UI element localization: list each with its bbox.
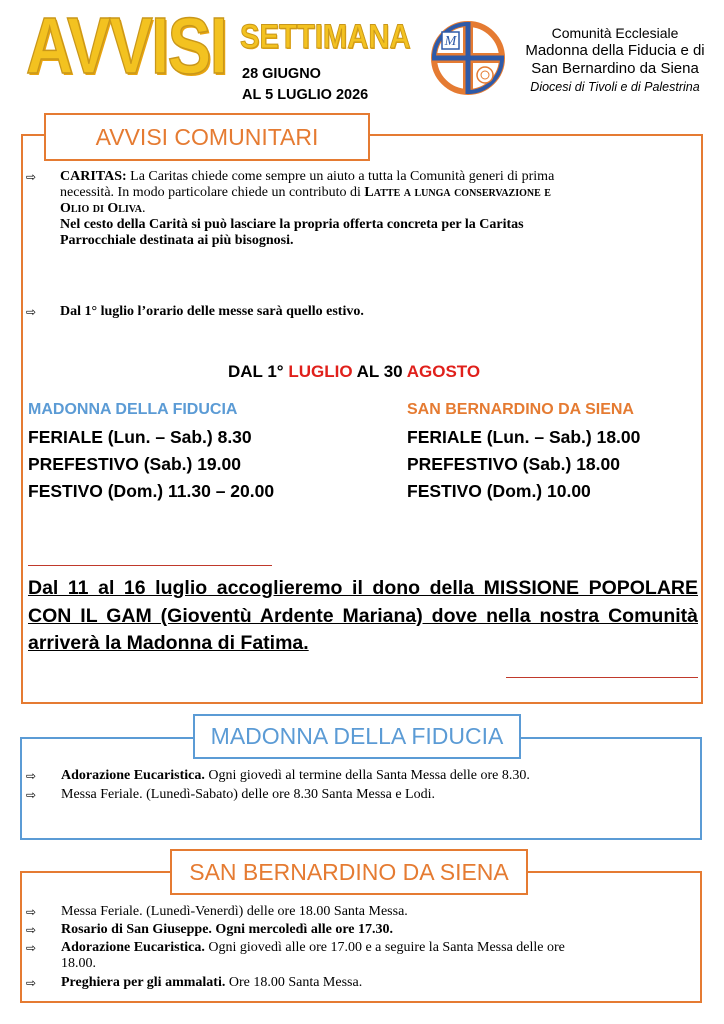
caritas-line-2: [60, 185, 700, 201]
right-schedule-title: SAN BERNARDINO DA SIENA: [407, 401, 634, 418]
org-name: [514, 24, 716, 96]
right-prefestivo: PREFESTIVO (Sab.) 18.00: [407, 454, 620, 474]
bernardino-item-2: Rosario di San Giuseppe. Ogni mercoledì alle ore 17.30.: [61, 922, 393, 937]
period-a: DAL 1°: [228, 362, 289, 381]
org-line-4: Diocesi di Tivoli e di Palestrina: [530, 80, 700, 94]
fiducia-item-1-text: Ogni giovedì al termine della Santa Messa delle ore 8.30.: [204, 768, 530, 783]
bernardino-item-3-text: Ogni giovedì alle ore 17.00 e a seguire la Santa Messa delle ore: [204, 940, 565, 955]
fiducia-item-1: [61, 768, 530, 784]
date-line-2: AL 5 LUGLIO 2026: [242, 87, 369, 103]
caritas-notice: [60, 169, 700, 249]
cesto-line-1: Nel cesto della Carità si può lasciare la propria offerta concreta per la Caritas: [60, 217, 524, 232]
bullet-arrow-icon: ⇨: [26, 170, 37, 184]
caritas-line-1: [60, 169, 700, 185]
left-schedule-title: MADONNA DELLA FIDUCIA: [28, 401, 238, 418]
period-c: AL 30: [352, 362, 407, 381]
bernardino-item-3-bold: Adorazione Eucaristica.: [61, 940, 205, 955]
week-dates: [242, 64, 368, 106]
caritas-label: CARITAS:: [60, 169, 127, 184]
org-line-2: Madonna della Fiducia e di: [525, 42, 705, 59]
luglio-notice: Dal 1° luglio l’orario delle messe sarà quello estivo.: [60, 304, 364, 319]
date-line-1: 28 GIUGNO: [242, 66, 321, 82]
missione-notice: Dal 11 al 16 luglio accoglieremo il dono della MISSIONE POPOLARE CON IL GAM (Gioventù Ardente Mariana) dove nella nostra Comunità arriverà la Madonna di Fatima.: [28, 577, 698, 654]
right-feriale: FERIALE (Lun. – Sab.) 18.00: [407, 427, 641, 447]
caritas-text-1: La Caritas chiede come sempre un aiuto a tutta la Comunità generi di prima: [126, 169, 555, 184]
bullet-arrow-icon: ⇨: [26, 923, 37, 937]
fiducia-item-1-bold: Adorazione Eucaristica.: [61, 768, 205, 783]
fiducia-item-2: Messa Feriale. (Lunedì-Sabato) delle ore 8.30 Santa Messa e Lodi.: [61, 787, 436, 802]
fiducia-title: MADONNA DELLA FIDUCIA: [193, 714, 521, 759]
org-line-1: Comunità Ecclesiale: [551, 25, 679, 41]
bullet-arrow-icon: ⇨: [26, 976, 37, 990]
bernardino-item-1: Messa Feriale. (Lunedì-Venerdì) delle ore 18.00 Santa Messa.: [61, 904, 408, 919]
bernardino-item-3: [61, 940, 699, 972]
logo-letter: M: [444, 34, 457, 49]
comunitari-title: AVVISI COMUNITARI: [44, 113, 370, 161]
caritas-items-2: Olio di Oliva: [60, 201, 142, 216]
bullet-arrow-icon: ⇨: [26, 905, 37, 919]
left-festivo: FESTIVO (Dom.) 11.30 – 20.00: [28, 481, 275, 501]
bullet-arrow-icon: ⇨: [26, 305, 37, 319]
bernardino-item-3-line-1: [61, 940, 699, 956]
caritas-text-2: necessità. In modo particolare chiede un contributo di: [60, 185, 365, 200]
bernardino-item-4: [61, 975, 362, 991]
left-prefestivo: PREFESTIVO (Sab.) 19.00: [28, 454, 241, 474]
bernardino-item-3-line-2: 18.00.: [61, 956, 96, 971]
caritas-line-3: [60, 201, 700, 217]
summer-period-heading: [228, 362, 480, 382]
period-d: AGOSTO: [406, 362, 481, 381]
bullet-arrow-icon: ⇨: [26, 769, 37, 783]
bullet-arrow-icon: ⇨: [26, 788, 37, 802]
caritas-items-1: Latte a lunga conservazione e: [364, 185, 551, 200]
separator-line: [28, 565, 272, 566]
bernardino-item-4-text: Ore 18.00 Santa Messa.: [225, 975, 363, 990]
org-line-3: San Bernardino da Siena: [531, 60, 699, 77]
separator-line: [506, 677, 698, 678]
period-b: LUGLIO: [288, 362, 353, 381]
left-feriale: FERIALE (Lun. – Sab.) 8.30: [28, 427, 252, 447]
bullet-arrow-icon: ⇨: [26, 941, 37, 955]
bernardino-item-4-bold: Preghiera per gli ammalati.: [61, 975, 226, 990]
avvisi-title: AVVISI: [26, 1, 227, 90]
cross-logo-icon: [430, 20, 506, 96]
bernardino-title: SAN BERNARDINO DA SIENA: [170, 849, 528, 895]
right-festivo: FESTIVO (Dom.) 10.00: [407, 481, 591, 501]
settimana-title: SETTIMANA: [240, 18, 411, 56]
caritas-dot: .: [141, 201, 146, 216]
cesto-line-2: Parrocchiale destinata ai più bisognosi.: [60, 233, 294, 248]
